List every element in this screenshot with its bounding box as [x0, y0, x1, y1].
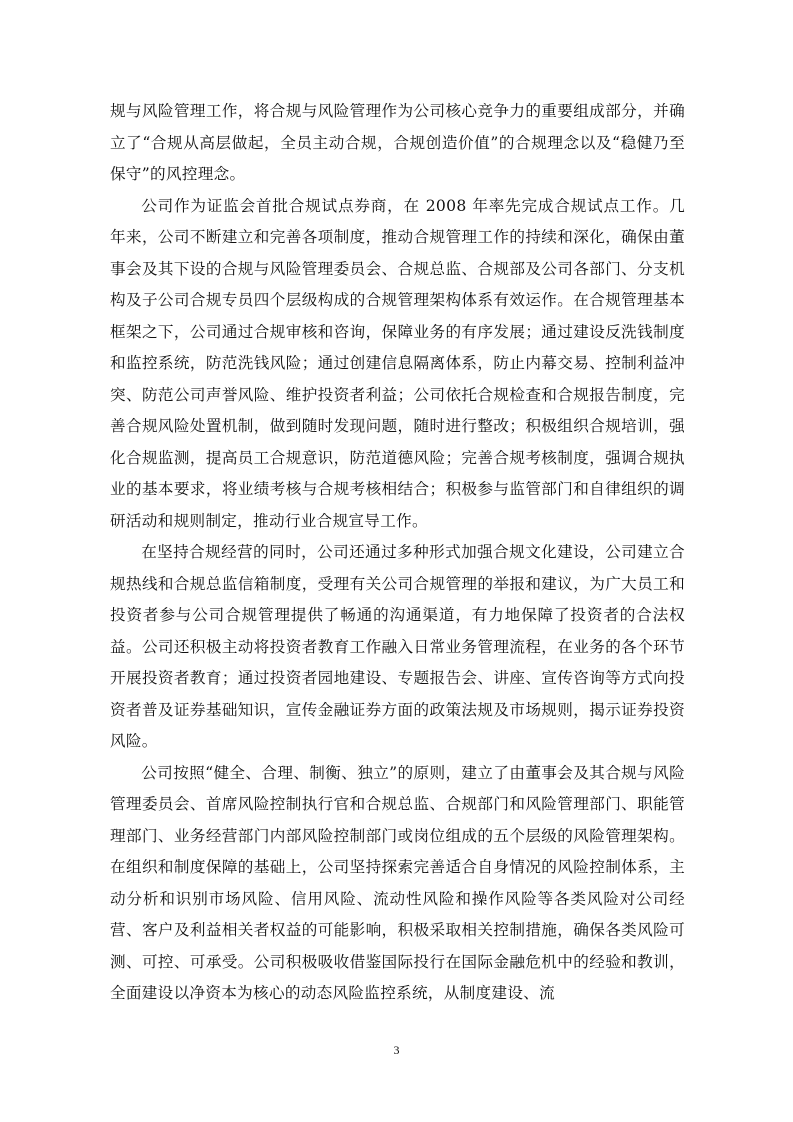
page-number: 3: [393, 1043, 400, 1057]
paragraph-4: 公司按照“健全、合理、制衡、独立”的原则，建立了由董事会及其合规与风险管理委员会、首席风险控制执行官和合规总监、合规部门和风险管理部门、职能管理部门、业务经营部门内部风险控制部门或岗位组成的五个层级的风险管理架构。在组织和制度保障的基础上，公司坚持探索完善适合自身情况的风险控制体系，主动分析和识别市场风险、信用风险、流动性风险和操作风险等各类风险对公司经营、客户及利益相关者权益的可能影响，积极采取相关控制措施，确保各类风险可测、可控、可承受。公司积极吸收借鉴国际投行在国际金融危机中的经验和教训，全面建设以净资本为核心的动态风险监控系统，从制度建设、流: [110, 763, 685, 1002]
paragraph-2: 公司作为证监会首批合规试点券商，在 2008 年率先完成合规试点工作。几年来，公司不断建立和完善各项制度，推动合规管理工作的持续和深化，确保由董事会及其下设的合规与风险管理委员会、合规总监、合规部及公司各部门、分支机构及子公司合规专员四个层级构成的合规管理架构体系有效运作。在合规管理基本框架之下，公司通过合规审核和咨询，保障业务的有序发展；通过建设反洗钱制度和监控系统，防范洗钱风险；通过创建信息隔离体系，防止内幕交易、控制利益冲突、防范公司声誉风险、维护投资者利益；公司依托合规检查和合规报告制度，完善合规风险处置机制，做到随时发现问题，随时进行整改；积极组织合规培训，强化合规监测，提高员工合规意识，防范道德风险；完善合规考核制度，强调合规执业的基本要求，将业绩考核与合规考核相结合；积极参与监管部门和自律组织的调研活动和规则制定，推动行业合规宣导工作。: [110, 196, 685, 530]
paragraph-3: 在坚持合规经营的同时，公司还通过多种形式加强合规文化建设，公司建立合规热线和合规总监信箱制度，受理有关公司合规管理的举报和建议，为广大员工和投资者参与公司合规管理提供了畅通的沟通渠道，有力地保障了投资者的合法权益。公司还积极主动将投资者教育工作融入日常业务管理流程，在业务的各个环节开展投资者教育；通过投资者园地建设、专题报告会、讲座、宣传咨询等方式向投资者普及证券基础知识，宣传金融证券方面的政策法规及市场规则，揭示证券投资风险。: [110, 543, 685, 750]
document-body: [110, 96, 685, 1010]
paragraph-1: 规与风险管理工作，将合规与风险管理作为公司核心竞争力的重要组成部分，并确立了“合规从高层做起，全员主动合规，合规创造价值”的合规理念以及“稳健乃至保守”的风控理念。: [110, 102, 685, 183]
